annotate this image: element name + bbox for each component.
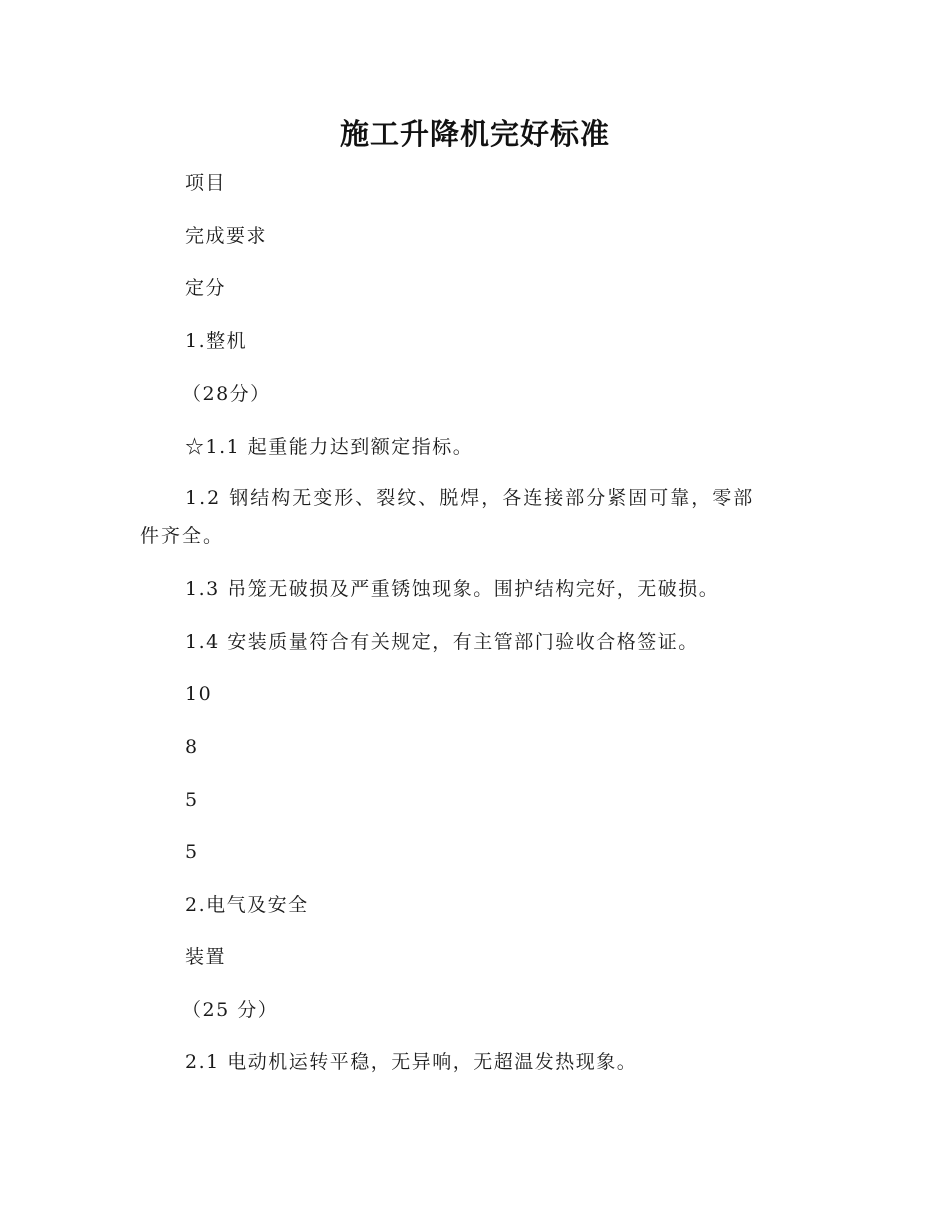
paragraph-item-2-1: 2.1 电动机运转平稳，无异响，无超温发热现象。 [185, 1051, 638, 1073]
paragraph-score-1-4: 5 [185, 841, 199, 863]
paragraph-score-1-2: 8 [185, 736, 199, 758]
paragraph-section-2-title: 2.电气及安全 [185, 894, 309, 916]
document-title: 施工升降机完好标准 [339, 117, 610, 151]
paragraph-item-header: 项目 [185, 172, 227, 194]
paragraph-section-1-points: （28分） [182, 383, 271, 405]
paragraph-item-1-4: 1.4 安装质量符合有关规定，有主管部门验收合格签证。 [185, 631, 699, 653]
paragraph-item-1-1: ☆1.1 起重能力达到额定指标。 [185, 436, 474, 458]
paragraph-score-1-3: 5 [185, 789, 199, 811]
paragraph-section-1-title: 1.整机 [185, 330, 248, 352]
paragraph-requirement-header: 完成要求 [185, 225, 268, 247]
paragraph-section-2-title-cont: 装置 [185, 946, 227, 968]
paragraph-section-2-points: （25 分） [182, 999, 279, 1021]
paragraph-score-1-1: 10 [185, 683, 213, 705]
paragraph-score-header: 定分 [185, 277, 227, 299]
paragraph-item-1-3: 1.3 吊笼无破损及严重锈蚀现象。围护结构完好，无破损。 [185, 578, 720, 600]
paragraph-item-1-2: 1.2 钢结构无变形、裂纹、脱焊，各连接部分紧固可靠，零部件齐全。 [140, 487, 755, 547]
